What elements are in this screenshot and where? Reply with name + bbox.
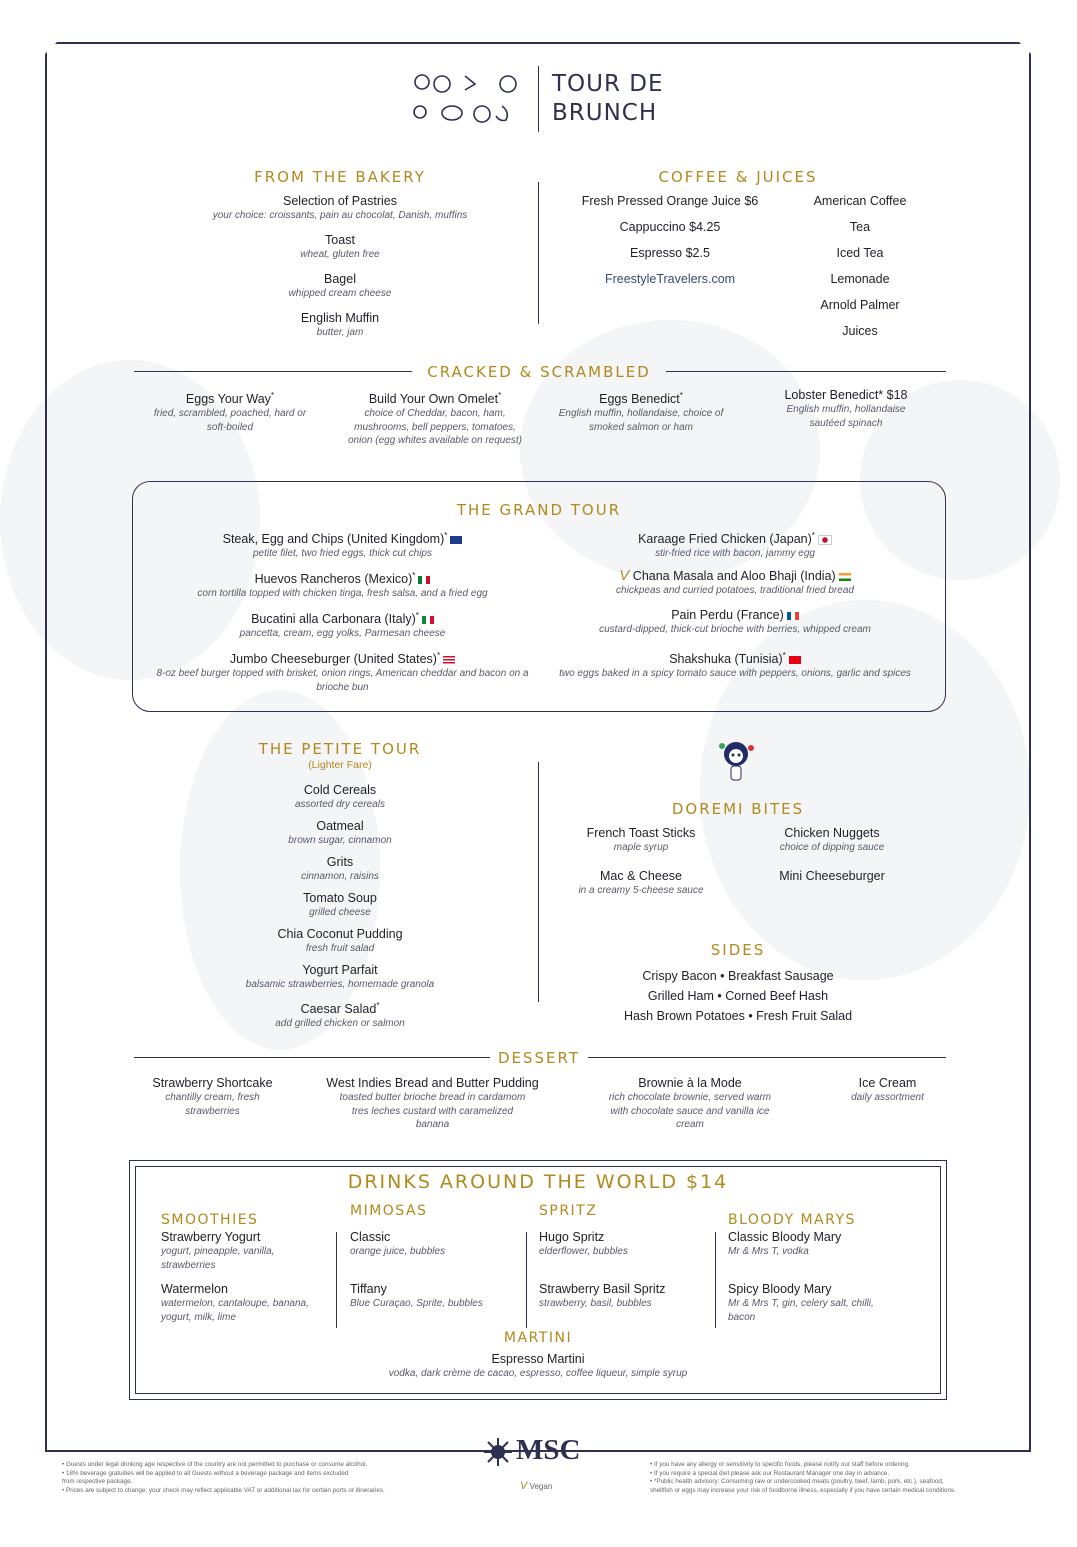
tunisia-flag-icon: [789, 656, 801, 664]
menu-item: Yogurt Parfait balsamic strawberries, homemade granola: [245, 963, 435, 990]
menu-item: Strawberry Shortcake chantilly cream, fresh strawberries: [152, 1076, 273, 1117]
drink-item: Espresso Martini vodka, dark crème de cacao, espresso, coffee liqueur, simple syrup: [388, 1352, 688, 1379]
menu-item: Mini Cheeseburger: [779, 869, 885, 883]
menu-item: Grits cinnamon, raisins: [301, 855, 379, 882]
uk-flag-icon: [450, 536, 462, 544]
smoothies-title: SMOOTHIES: [161, 1212, 259, 1228]
drink-item: Tiffany Blue Curaçao, Sprite, bubbles: [350, 1282, 483, 1309]
divider: [649, 1451, 1009, 1452]
menu-item: Cold Cereals assorted dry cereals: [294, 783, 386, 810]
drink-item: Tea: [849, 220, 871, 234]
footer-notes-right: • If you have any allergy or sensitivity to specific foods, please notify our staff before ordering. • If you require a special diet please ask our Restaurant Manager one day in advance. • *Public health advisory: Consuming raw or undercooked meats (poultry, beef, lamb, pork, etc.), seafood, shellfish or eggs may increase your risk of foodborne illness, especially if you have certain medical conditions.: [650, 1461, 956, 1494]
drink-item: Espresso $2.5: [630, 246, 710, 260]
drink-item: American Coffee: [813, 194, 907, 208]
menu-item: Shakshuka (Tunisia)* two eggs baked in a spicy tomato sauce with peppers, onions, garlic and spices: [559, 651, 911, 680]
drink-item: Juices: [842, 324, 878, 338]
menu-item: Eggs Your Way* fried, scrambled, poached, hard or soft-boiled: [153, 391, 307, 433]
page-title: TOUR DE BRUNCH: [552, 71, 664, 126]
drinks-title: DRINKS AROUND THE WORLD $14: [347, 1171, 729, 1193]
menu-item: Eggs Benedict* English muffin, hollandaise, choice of smoked salmon or ham: [558, 391, 724, 433]
menu-item: V Chana Masala and Aloo Bhaji (India) chickpeas and curried potatoes, traditional fried bread: [616, 567, 854, 596]
drink-item: Cappuccino $4.25: [619, 220, 721, 234]
menu-item: Steak, Egg and Chips (United Kingdom)* petite filet, two fried eggs, thick cut chips: [150, 528, 535, 561]
menu-item: Tomato Soup grilled cheese: [303, 891, 377, 918]
menu-item: Caesar Salad* add grilled chicken or salmon: [275, 1001, 405, 1030]
drink-item: Classic orange juice, bubbles: [350, 1230, 446, 1257]
italy-flag-icon: [422, 616, 434, 624]
doremi-title: DOREMI BITES: [671, 800, 805, 818]
grand-tour-title: THE GRAND TOUR: [456, 501, 622, 519]
menu-item: Ice Cream daily assortment: [851, 1076, 924, 1103]
drink-item: Watermelon watermelon, cantaloupe, banana, yogurt, milk, lime: [161, 1282, 309, 1323]
spritz-title: SPRITZ: [539, 1203, 598, 1219]
menu-item: French Toast Sticks maple syrup: [586, 826, 696, 853]
footer-notes-left: • Guests under legal drinking age respective of the country are not permitted to purchase or consume alcohol. • 18% beverage gratuities will be applied to all Guests without a beverage package and items excluded from respective package. • Prices are subject to change; your check may reflect applicable VAT or additional tax for certain ports or itineraries.: [62, 1461, 385, 1494]
petite-title: THE PETITE TOUR: [258, 740, 422, 758]
drink-item: Fresh Pressed Orange Juice $6: [581, 194, 759, 208]
divider: [666, 371, 946, 372]
mexico-flag-icon: [418, 576, 430, 584]
drink-item: Arnold Palmer: [820, 298, 900, 312]
divider: [538, 762, 539, 1002]
menu-item: Pain Perdu (France) custard-dipped, thick-cut brioche with berries, whipped cream: [599, 608, 871, 635]
sides-title: SIDES: [710, 941, 766, 959]
menu-item: Oatmeal brown sugar, cinnamon: [288, 819, 392, 846]
coffee-title: COFFEE & JUICES: [658, 168, 818, 186]
menu-item: Build Your Own Omelet* choice of Cheddar, bacon, ham, mushrooms, bell peppers, tomatoes, onion (egg whites available on request): [348, 391, 522, 447]
menu-item: English Muffin butter, jam: [300, 311, 380, 338]
drink-item: Spicy Bloody Mary Mr & Mrs T, gin, celery salt, chilli, bacon: [728, 1282, 874, 1323]
msc-logo: MSC: [482, 1434, 597, 1468]
bakery-title: FROM THE BAKERY: [254, 168, 426, 186]
drink-item: Classic Bloody Mary Mr & Mrs T, vodka: [728, 1230, 842, 1257]
menu-item: Bagel whipped cream cheese: [288, 272, 392, 299]
menu-item: Chia Coconut Pudding fresh fruit salad: [277, 927, 403, 954]
side-line: Crispy Bacon • Breakfast Sausage: [642, 969, 834, 983]
menu-item: West Indies Bread and Butter Pudding toasted butter brioche bread in cardamom tres leches custard with caramelized banana: [326, 1076, 539, 1130]
menu-item: Selection of Pastries your choice: croissants, pain au chocolat, Danish, muffins: [212, 194, 468, 221]
menu-item: Chicken Nuggets choice of dipping sauce: [779, 826, 885, 853]
japan-flag-icon: [818, 535, 832, 545]
divider: [588, 1057, 946, 1058]
usa-flag-icon: [443, 656, 455, 664]
menu-item: Mac & Cheese in a creamy 5-cheese sauce: [578, 869, 704, 896]
drink-item: Hugo Spritz elderflower, bubbles: [539, 1230, 628, 1257]
divider: [134, 371, 412, 372]
header-divider: [538, 66, 539, 132]
india-flag-icon: [839, 573, 851, 581]
menu-item: Jumbo Cheeseburger (United States)* 8-oz beef burger topped with brisket, onion rings, American cheddar and bacon on a brioche bun: [156, 651, 529, 693]
petite-subtitle: (Lighter Fare): [308, 759, 372, 771]
dessert-title: DESSERT: [497, 1049, 581, 1067]
martini-title: MARTINI: [503, 1330, 573, 1346]
menu-item: Bucatini alla Carbonara (Italy)* pancetta, cream, egg yolks, Parmesan cheese: [239, 611, 446, 640]
divider: [62, 1451, 434, 1452]
compass-icon: [482, 1436, 514, 1468]
vegan-icon: V: [619, 567, 630, 584]
menu-item: Huevos Rancheros (Mexico)* corn tortilla topped with chicken tinga, fresh salsa, and a fried egg: [197, 571, 488, 600]
vegan-legend: V Vegan: [520, 1480, 553, 1492]
mimosas-title: MIMOSAS: [350, 1203, 428, 1219]
bloody-marys-title: BLOODY MARYS: [728, 1212, 856, 1228]
drink-item: Strawberry Yogurt yogurt, pineapple, vanilla, strawberries: [161, 1230, 275, 1271]
drink-item: Iced Tea: [836, 246, 884, 260]
website-link[interactable]: FreestyleTravelers.com: [604, 272, 736, 286]
menu-item: Lobster Benedict* $18 English muffin, hollandaise sautéed spinach: [784, 388, 908, 429]
doremi-mascot-icon: [716, 736, 756, 788]
side-line: Hash Brown Potatoes • Fresh Fruit Salad: [623, 1009, 853, 1023]
menu-item: Brownie à la Mode rich chocolate brownie, served warm with chocolate sauce and vanilla ice cream: [608, 1076, 772, 1130]
drink-item: Strawberry Basil Spritz strawberry, basil, bubbles: [539, 1282, 666, 1309]
cracked-title: CRACKED & SCRAMBLED: [427, 363, 651, 381]
divider: [538, 182, 539, 324]
food-icons-logo: [410, 70, 530, 130]
menu-item: Karaage Fried Chicken (Japan)* stir-fried rice with bacon, jammy egg: [545, 528, 925, 561]
drink-item: Lemonade: [830, 272, 890, 286]
divider: [336, 1232, 337, 1328]
france-flag-icon: [787, 612, 799, 620]
divider: [715, 1232, 716, 1328]
vegan-icon: V: [520, 1480, 528, 1492]
divider: [526, 1232, 527, 1328]
divider: [134, 1057, 490, 1058]
menu-item: Toast wheat, gluten free: [300, 233, 380, 260]
side-line: Grilled Ham • Corned Beef Hash: [647, 989, 829, 1003]
